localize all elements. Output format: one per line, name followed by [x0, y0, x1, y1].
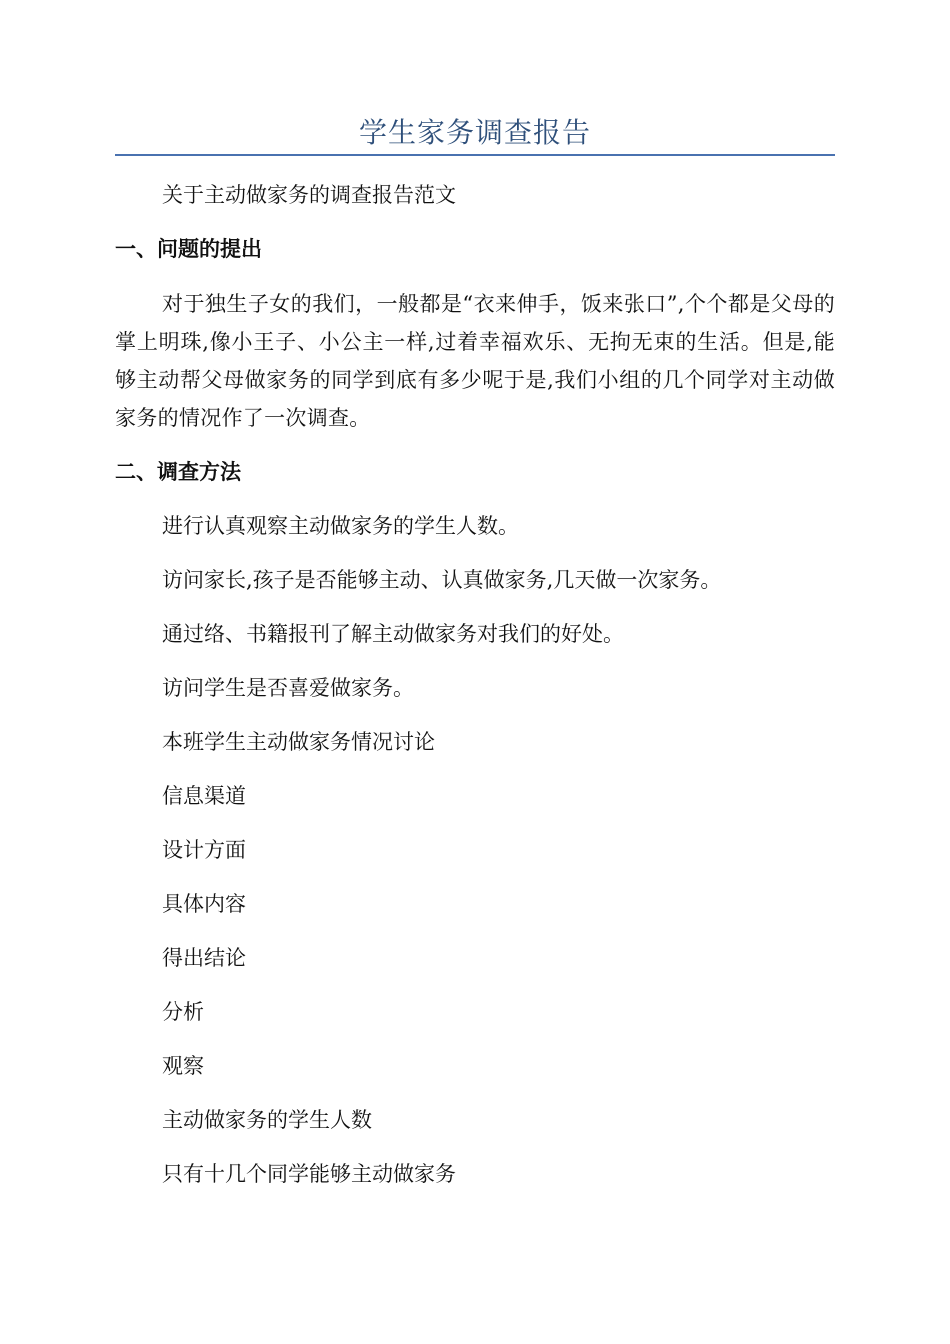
method-line: 分析 [162, 1000, 204, 1024]
document-title: 学生家务调查报告 [358, 116, 591, 149]
document-subtitle: 关于主动做家务的调查报告范文 [162, 183, 456, 207]
method-line: 主动做家务的学生人数 [162, 1108, 372, 1132]
method-line: 设计方面 [162, 838, 246, 862]
method-line: 访问家长,孩子是否能够主动、认真做家务,几天做一次家务。 [162, 568, 722, 592]
title-underline [115, 154, 835, 156]
method-line: 信息渠道 [162, 784, 246, 808]
method-line: 得出结论 [162, 946, 246, 970]
method-line: 进行认真观察主动做家务的学生人数。 [162, 514, 519, 538]
section-paragraph-problem: 对于独生子女的我们，一般都是“衣来伸手，饭来张口”,个个都是父母的掌上明珠,像小王子、小公主一样,过着幸福欢乐、无拘无束的生活。但是,能够主动帮父母做家务的同学到底有多少呢于是,我们小组的几个同学对主动做家务的情况作了一次调查。 [115, 292, 835, 430]
method-line: 本班学生主动做家务情况讨论 [162, 730, 435, 754]
section-heading-method: 二、调查方法 [115, 459, 241, 484]
method-line: 观察 [162, 1054, 204, 1078]
section-heading-problem: 一、问题的提出 [115, 236, 262, 261]
method-line: 具体内容 [162, 892, 246, 916]
method-line: 只有十几个同学能够主动做家务 [162, 1162, 456, 1186]
method-line: 通过络、书籍报刊了解主动做家务对我们的好处。 [162, 622, 624, 646]
method-line: 访问学生是否喜爱做家务。 [162, 676, 414, 700]
